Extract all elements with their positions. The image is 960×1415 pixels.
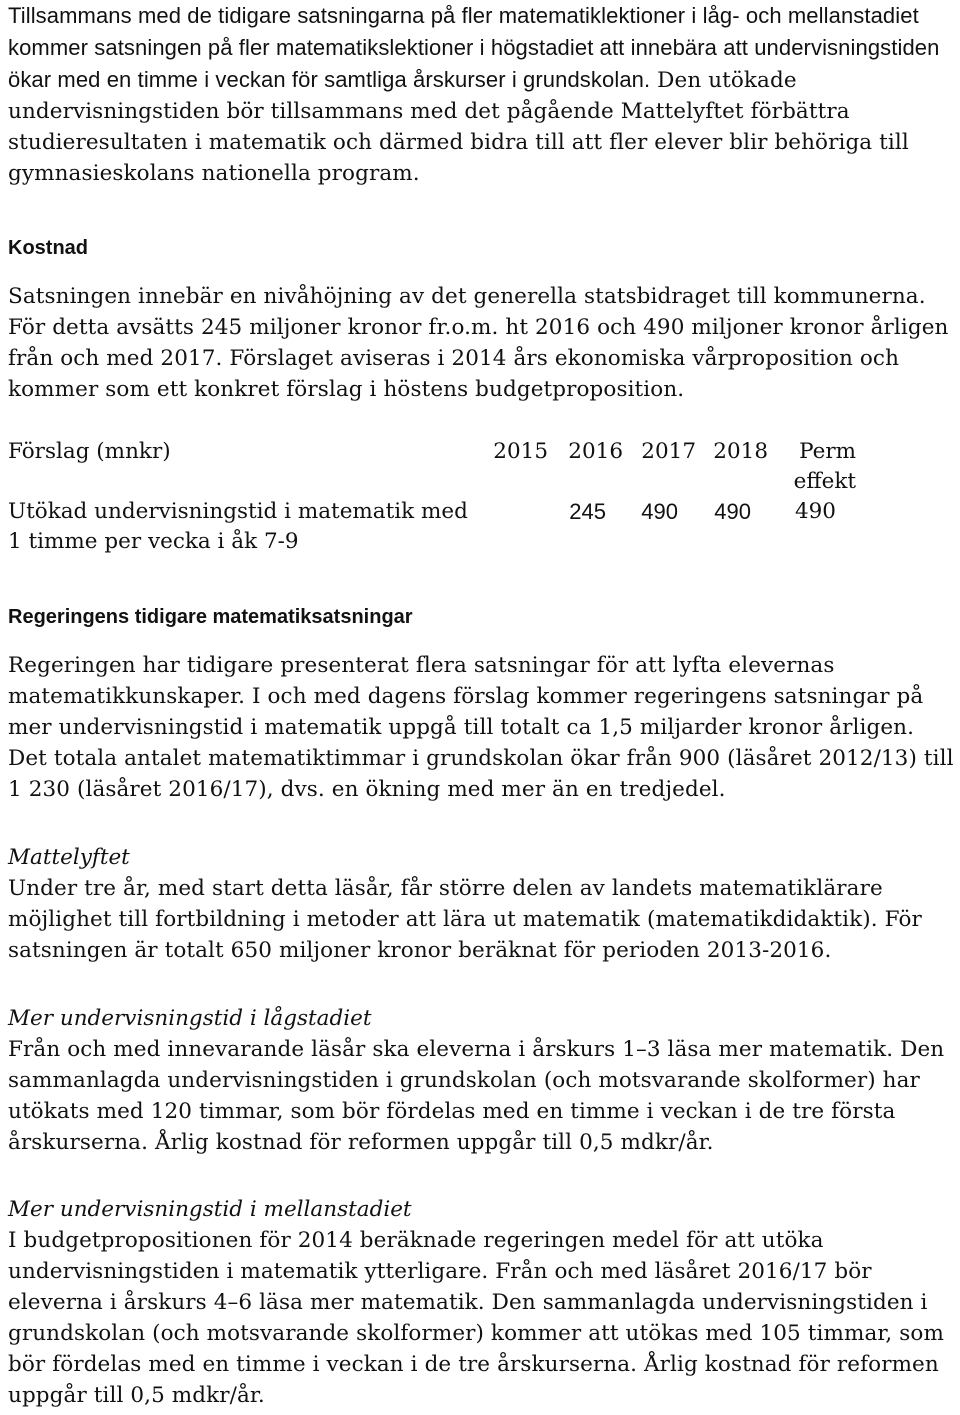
regeringens-text: Regeringen har tidigare presenterat flera satsningar för att lyfta elevernas matematikkunskaper. I och med dagens förslag kommer regeringens satsningar på mer undervisningstid i matematik uppgå till totalt ca 1,5 miljarder kronor årligen. Det totala antalet matematiktimmar i grundskolan ökar från 900 (läsåret 2012/13) till 1 230 (läsåret 2016/17), dvs. en ökning med mer än en tredjedel. xyxy=(8,653,954,802)
table-row-perm: 490 xyxy=(794,499,836,524)
mattelyftet-section xyxy=(8,842,956,966)
table-row-2017: 490 xyxy=(641,499,678,524)
table-perm-header-1: Perm xyxy=(799,439,856,464)
table-year-2017: 2017 xyxy=(641,439,696,464)
table-row-label: Utökad undervisningstid i matematik med 1 timme per vecka i åk 7-9 xyxy=(8,499,468,554)
mellanstadiet-text: I budgetpropositionen för 2014 beräknade regeringen medel för att utöka undervisningstiden i matematik ytterligare. Från och med läsåret 2016/17 bör eleverna i årskurs 4–6 läsa mer matematik. Den sammanlagda undervisningstiden i grundskolan (och motsvarande skolformer) kommer att utökas med 105 timmar, som bör fördelas med en timme i veckan i de tre årskurserna. Årlig kostnad för reformen uppgår till 0,5 mdkr/år. xyxy=(8,1228,944,1408)
intro-serif-text: Den utökade undervisningstiden bör tillsammans med det pågående Mattelyftet förbättra studieresultaten i matematik och därmed bidra till att fler elever blir behöriga till gymnasieskolans nationella program. xyxy=(8,68,909,186)
lagstadiet-section xyxy=(8,1003,956,1158)
mattelyftet-text: Under tre år, med start detta läsår, får större delen av landets matematiklärare möjlighet till fortbildning i metoder att lära ut matematik (matematikdidaktik). För satsningen är totalt 650 miljoner kronor beräknat för perioden 2013-2016. xyxy=(8,876,922,963)
regeringens-heading-block xyxy=(8,603,956,631)
table-year-2016: 2016 xyxy=(568,439,623,464)
lagstadiet-heading: Mer undervisningstid i lågstadiet xyxy=(8,1006,372,1031)
kostnad-text: Satsningen innebär en nivåhöjning av det generella statsbidraget till kommunerna. För detta avsätts 245 miljoner kronor fr.o.m. ht 2016 och 490 miljoner kronor årligen från och med 2017. Förslaget aviseras i 2014 års ekonomiska vårproposition och kommer som ett konkret förslag i höstens budgetproposition. xyxy=(8,284,949,402)
intro-paragraph xyxy=(8,0,956,189)
kostnad-heading-block xyxy=(8,234,956,262)
table-year-2015: 2015 xyxy=(493,439,548,464)
mattelyftet-heading: Mattelyftet xyxy=(8,845,130,870)
table-row-2018: 490 xyxy=(714,499,751,524)
intro-sans-text: Tillsammans med de tidigare satsningarna på fler matematiklektioner i låg- och mellanstadiet kommer satsningen på fler matematikslektioner i högstadiet att innebära att undervisningstiden ökar med en timme i veckan för samtliga årskurser i grundskolan. xyxy=(8,3,940,92)
table-perm-header-2: effekt xyxy=(793,469,856,494)
kostnad-heading: Kostnad xyxy=(8,237,88,259)
regeringens-heading: Regeringens tidigare matematiksatsningar xyxy=(8,606,413,628)
table-row-2016: 245 xyxy=(569,499,606,524)
mellanstadiet-section xyxy=(8,1194,956,1411)
regeringens-paragraph xyxy=(8,650,956,805)
mellanstadiet-heading: Mer undervisningstid i mellanstadiet xyxy=(8,1197,412,1222)
table-year-2018: 2018 xyxy=(713,439,768,464)
kostnad-paragraph xyxy=(8,281,956,405)
table-header-label: Förslag (mnkr) xyxy=(8,439,171,464)
lagstadiet-text: Från och med innevarande läsår ska eleverna i årskurs 1–3 läsa mer matematik. Den sammanlagda undervisningstiden i grundskolan (och motsvarande skolformer) har utökats med 120 timmar, som bör fördelas med en timme i veckan i de tre första årskurserna. Årlig kostnad för reformen uppgår till 0,5 mdkr/år. xyxy=(8,1037,945,1155)
